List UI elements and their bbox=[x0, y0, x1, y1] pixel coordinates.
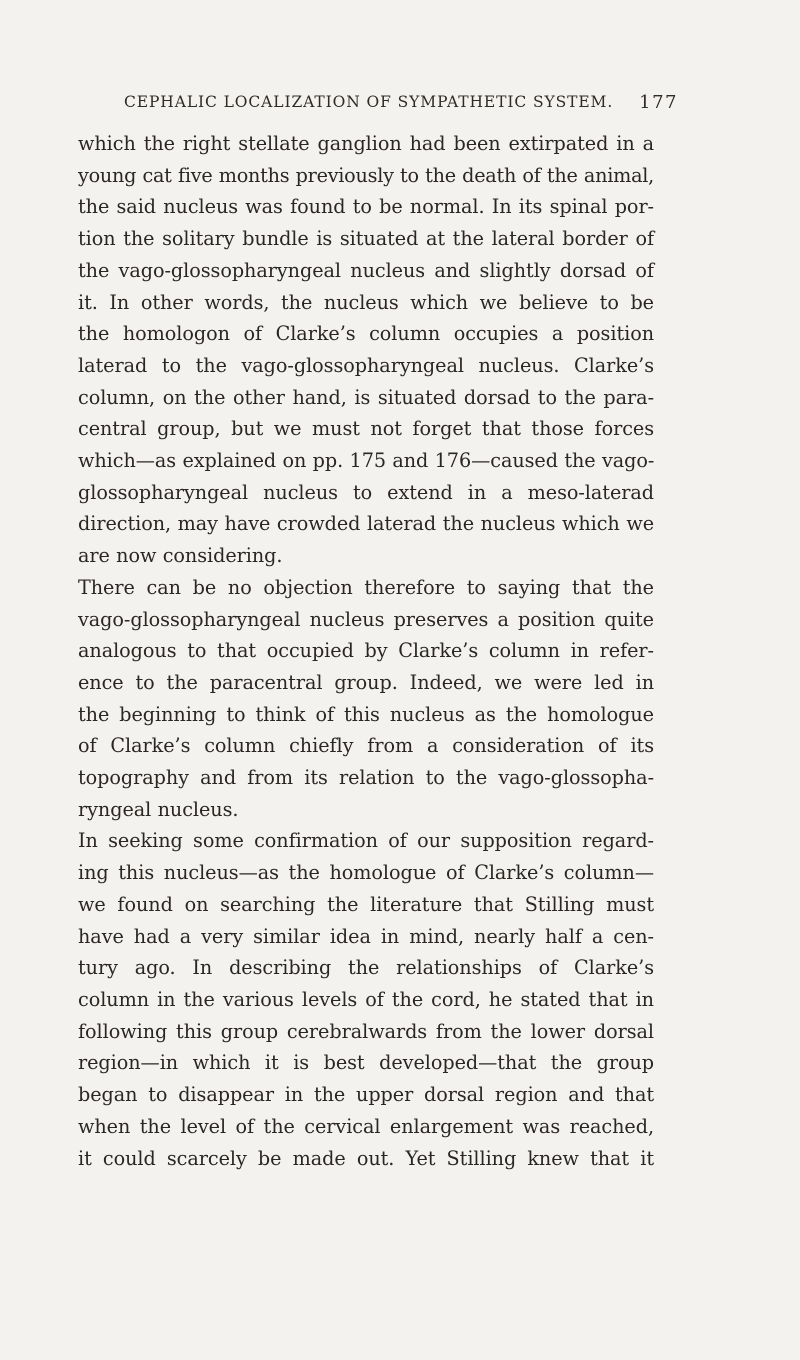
text-line: vago-glossopharyngeal nucleus preserves a position quite bbox=[78, 607, 654, 631]
text-line: following this group cerebralwards from the lower dorsal bbox=[78, 1019, 654, 1043]
text-line: There can be no objection therefore to saying that the bbox=[78, 575, 654, 599]
text-line: have had a very similar idea in mind, nearly half a cen- bbox=[78, 924, 654, 948]
text-line: column in the various levels of the cord, he stated that in bbox=[78, 987, 654, 1011]
text-line: are now considering. bbox=[78, 544, 283, 568]
text-line: young cat five months previously to the death of the animal, bbox=[78, 163, 654, 187]
text-line: direction, may have crowded laterad the nucleus which we bbox=[78, 512, 654, 536]
text-line: ryngeal nucleus. bbox=[78, 797, 239, 821]
text-line: central group, but we must not forget that those forces bbox=[78, 417, 654, 441]
text-line: laterad to the vago-glossopharyngeal nucleus. Clarke’s bbox=[78, 353, 654, 377]
text-line: topography and from its relation to the vago-glossopha- bbox=[78, 766, 654, 790]
text-line: we found on searching the literature that Stilling must bbox=[78, 892, 654, 916]
text-line: which the right stellate ganglion had been extirpated in a bbox=[78, 132, 654, 155]
paragraph-3 bbox=[78, 825, 654, 1174]
text-line: tion the solitary bundle is situated at the lateral border of bbox=[78, 227, 654, 251]
text-line: the said nucleus was found to be normal. In its spinal por- bbox=[78, 195, 654, 219]
text-line: when the level of the cervical enlargement was reached, bbox=[78, 1114, 654, 1138]
text-line: In seeking some confirmation of our supposition regard- bbox=[78, 829, 654, 853]
text-line: it. In other words, the nucleus which we believe to be bbox=[78, 290, 654, 314]
text-line: column, on the other hand, is situated dorsad to the para- bbox=[78, 385, 654, 409]
text-line: ing this nucleus—as the homologue of Clarke’s column— bbox=[78, 861, 654, 885]
page-number: 177 bbox=[639, 92, 678, 113]
body-text bbox=[78, 128, 654, 1174]
text-line: began to disappear in the upper dorsal region and that bbox=[78, 1083, 654, 1107]
text-line: of Clarke’s column chiefly from a consideration of its bbox=[78, 734, 654, 758]
text-line: the vago-glossopharyngeal nucleus and slightly dorsad of bbox=[78, 258, 654, 282]
text-line: the homologon of Clarke’s column occupies a position bbox=[78, 322, 654, 346]
page-header bbox=[124, 93, 678, 119]
text-line: region—in which it is best developed—that the group bbox=[78, 1051, 654, 1075]
text-line: analogous to that occupied by Clarke’s column in refer- bbox=[78, 639, 654, 663]
text-line: which—as explained on pp. 175 and 176—caused the vago- bbox=[78, 449, 655, 473]
text-line: the beginning to think of this nucleus as the homologue bbox=[78, 702, 654, 726]
text-line: glossopharyngeal nucleus to extend in a meso-laterad bbox=[78, 480, 654, 504]
paragraph-1 bbox=[78, 128, 654, 572]
text-line: tury ago. In describing the relationships of Clarke’s bbox=[78, 956, 654, 980]
text-line: ence to the paracentral group. Indeed, we were led in bbox=[78, 670, 654, 694]
running-head: CEPHALIC LOCALIZATION OF SYMPATHETIC SYSTEM. bbox=[124, 93, 614, 111]
paragraph-2 bbox=[78, 572, 654, 826]
text-line: it could scarcely be made out. Yet Stilling knew that it bbox=[78, 1146, 654, 1170]
